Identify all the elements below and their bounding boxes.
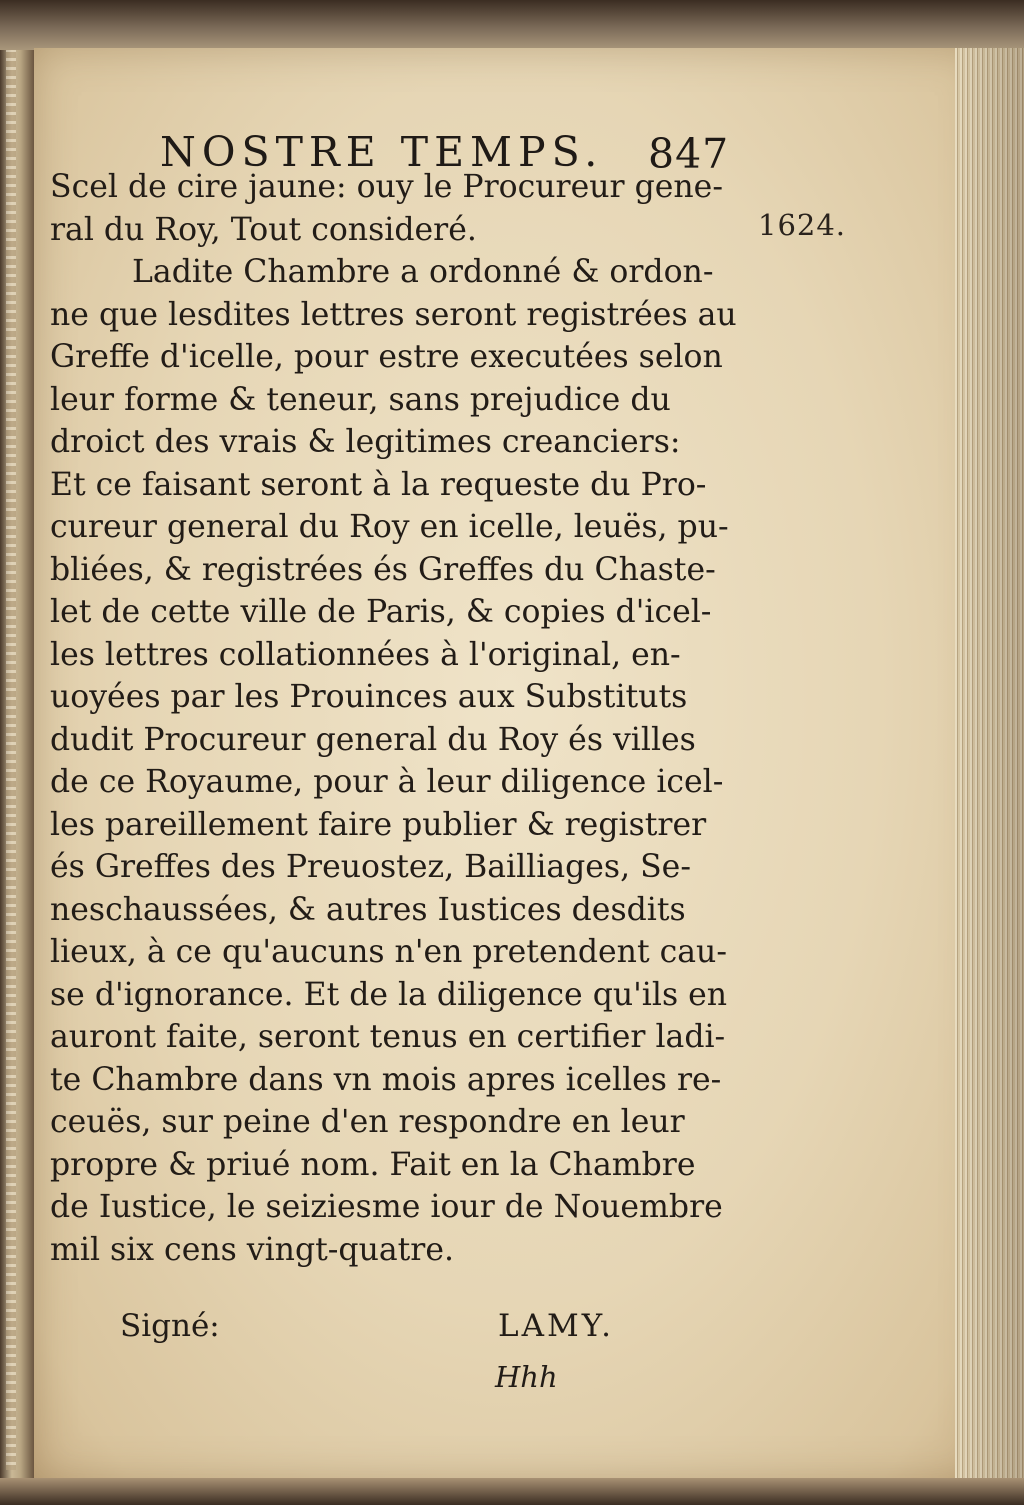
signatory-name: LAMY. (498, 1308, 615, 1344)
text-line: lieux, à ce qu'aucuns n'en pretendent cau- (50, 934, 727, 970)
text-line: és Greffes des Preuostez, Bailliages, Se- (50, 849, 691, 885)
text-line: let de cette ville de Paris, & copies d'icel- (50, 594, 712, 630)
text-line: de ce Royaume, pour à leur diligence icel- (50, 764, 724, 800)
text-line: neschaussées, & autres Iustices desdits (50, 891, 686, 928)
text-line: leur forme & teneur, sans prejudice du (50, 381, 671, 418)
page-edges-right (955, 48, 1024, 1480)
text-line: propre & priué nom. Fait en la Chambre (50, 1146, 696, 1183)
text-line: ne que lesdites lettres seront registrées au (50, 296, 737, 333)
text-line: auront faite, seront tenus en certifier ladi- (50, 1019, 726, 1055)
text-line: mil six cens vingt-quatre. (50, 1231, 455, 1268)
text-line: ral du Roy, Tout consideré. (50, 211, 477, 248)
text-line: Greffe d'icelle, pour estre executées selon (50, 339, 723, 375)
margin-year-note: 1624. (758, 208, 847, 242)
text-line: ceuës, sur peine d'en respondre en leur (50, 1104, 685, 1140)
running-title: NOSTRE TEMPS. (160, 128, 604, 176)
text-line: les pareillement faire publier & registrer (50, 806, 707, 843)
signe-label: Signé: (120, 1308, 220, 1344)
text-line: Et ce faisant seront à la requeste du Pro- (50, 466, 707, 503)
text-line: se d'ignorance. Et de la diligence qu'ils en (50, 976, 728, 1013)
text-line: te Chambre dans vn mois apres icelles re- (50, 1061, 722, 1098)
signature-row (120, 1308, 680, 1354)
text-line: Ladite Chambre a ordonné & ordon- (132, 254, 714, 290)
text-line: uoyées par les Prouinces aux Substituts (50, 679, 688, 715)
text-line: Scel de cire jaune: ouy le Procureur gene- (50, 169, 723, 205)
text-line: de Iustice, le seiziesme iour de Nouembre (50, 1189, 723, 1225)
book-binding-left (0, 0, 34, 1505)
page-number: 847 (648, 130, 730, 178)
book-top-edge (0, 0, 1024, 50)
text-line: cureur general du Roy en icelle, leuës, pu- (50, 509, 729, 545)
text-line: droict des vrais & legitimes creanciers: (50, 424, 681, 460)
catchword: Hhh (495, 1360, 558, 1394)
body-text (50, 166, 750, 1271)
text-line: dudit Procureur general du Roy és villes (50, 721, 696, 758)
text-line: les lettres collationnées à l'original, en- (50, 636, 681, 673)
text-line: bliées, & registrées és Greffes du Chaste- (50, 551, 716, 588)
book-bottom-edge (0, 1478, 1024, 1505)
